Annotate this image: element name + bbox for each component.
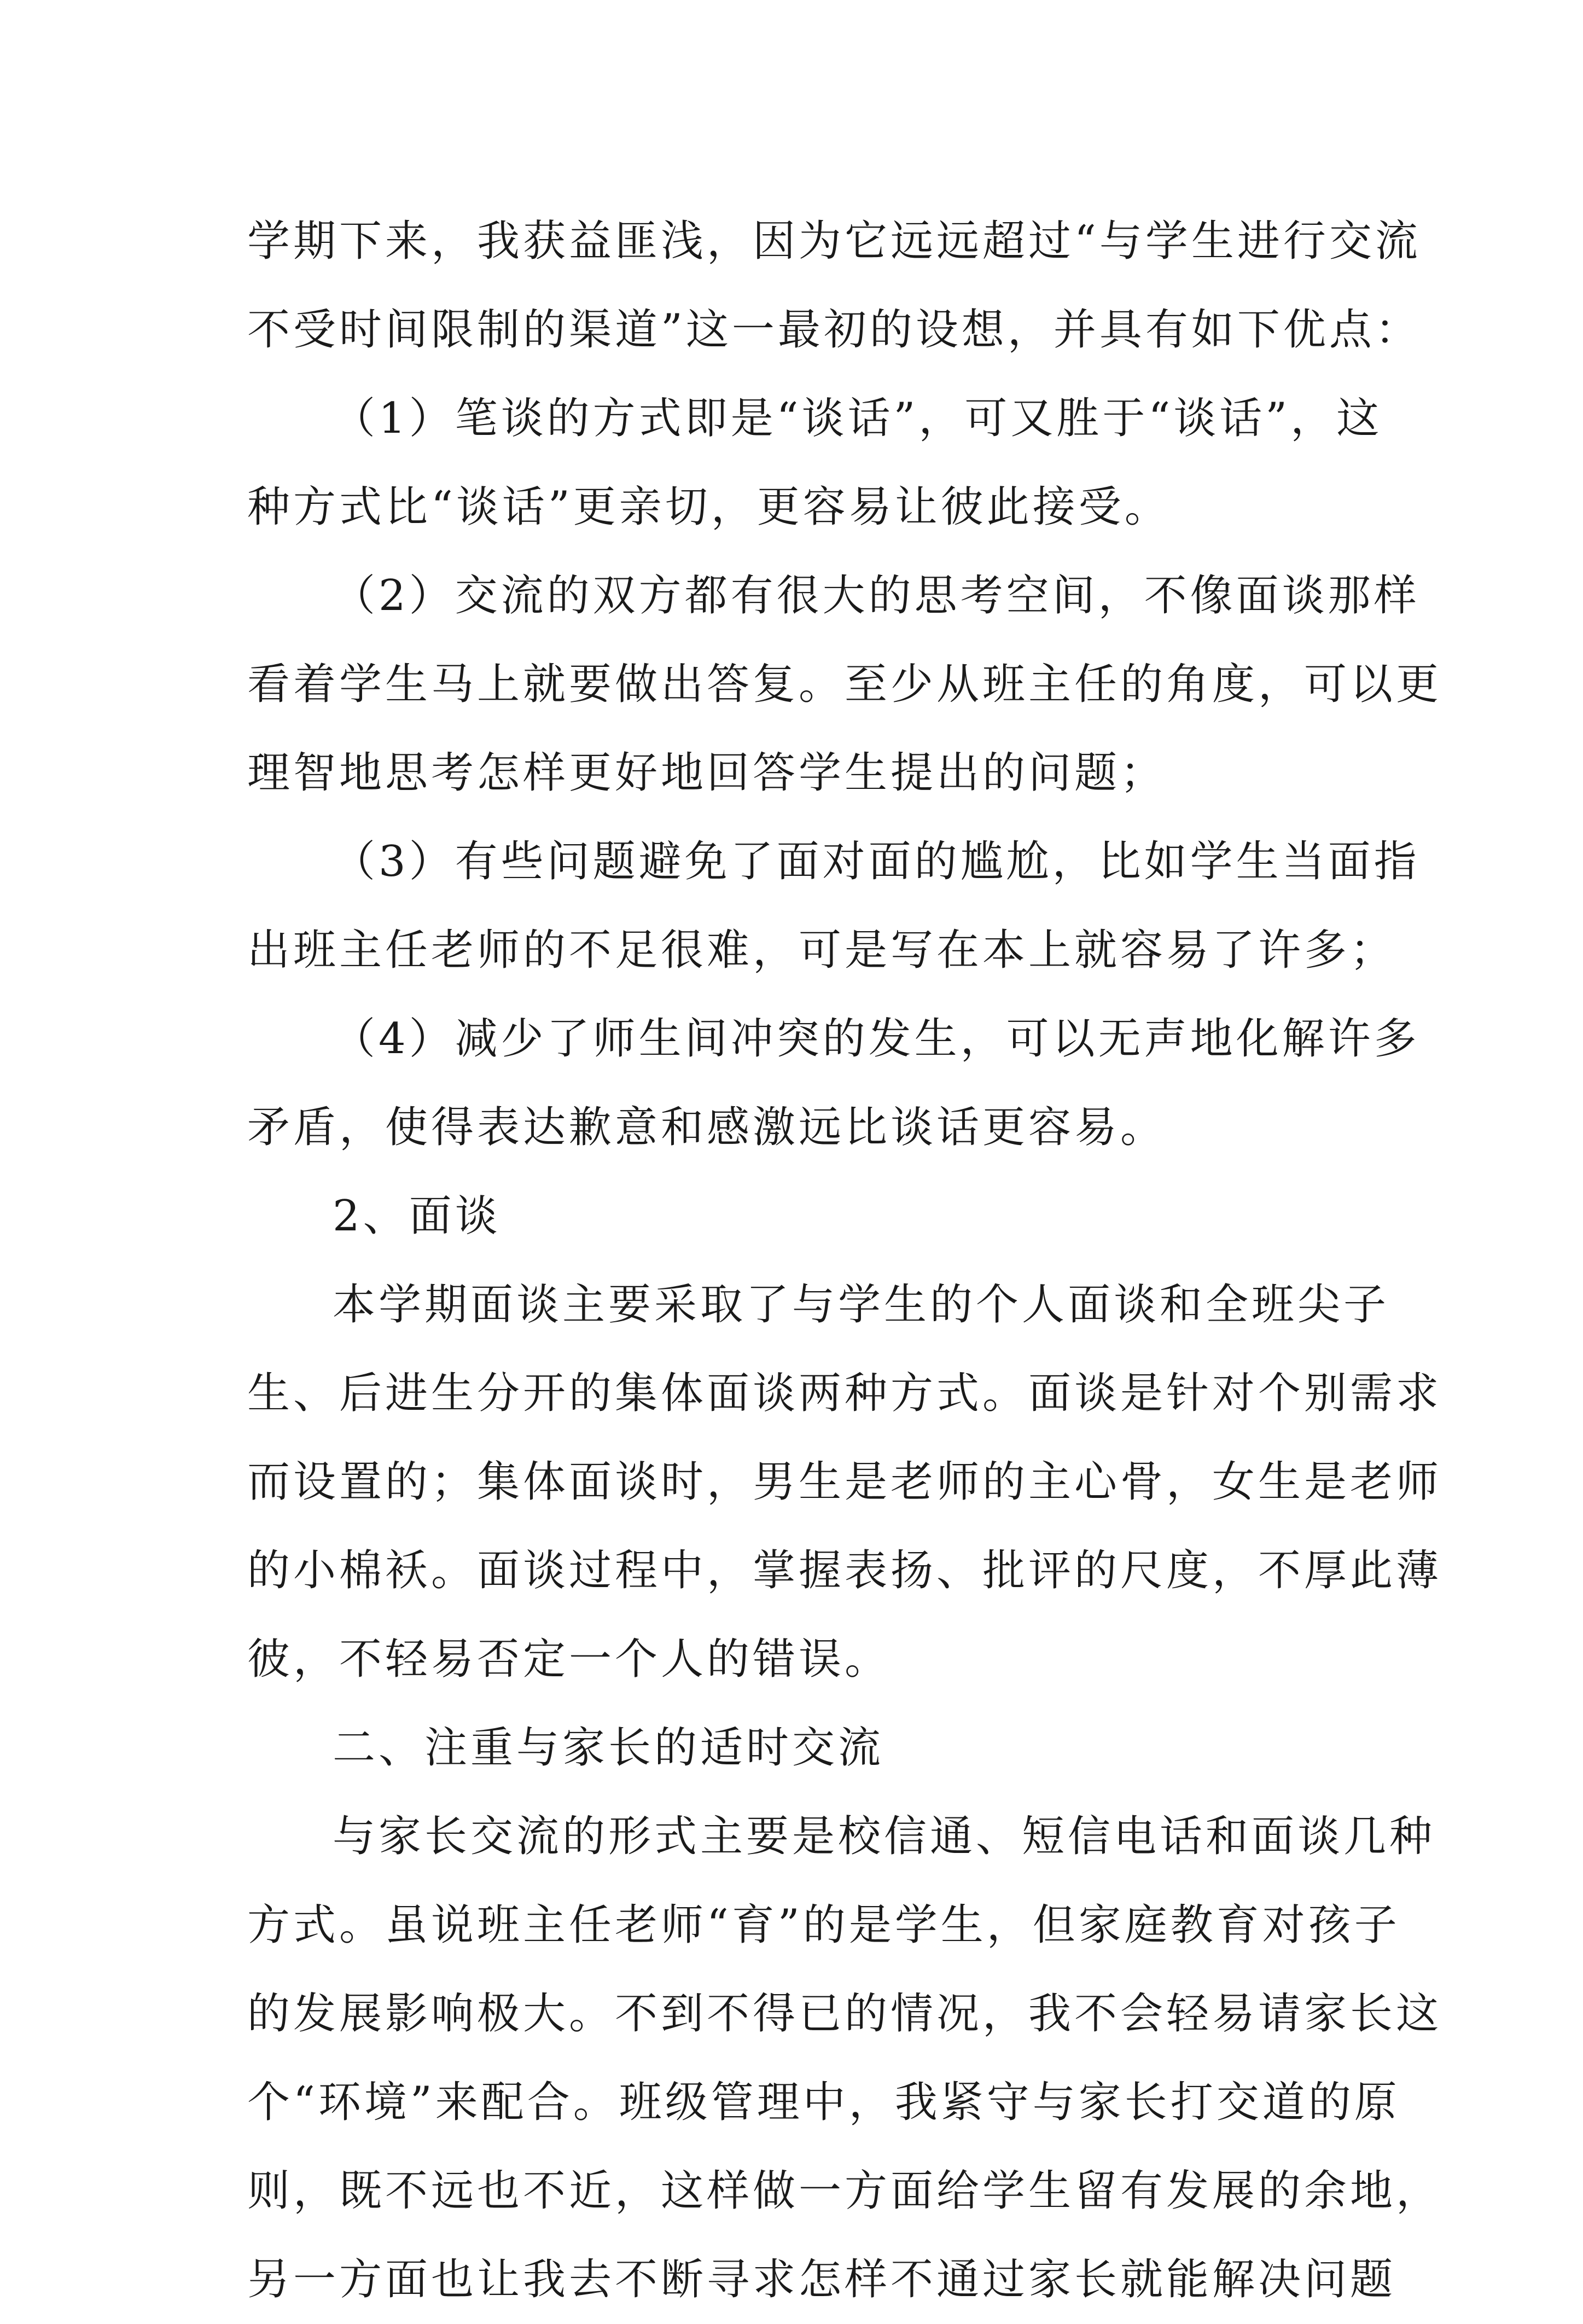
- text-line: （2）交流的双方都有很大的思考空间，不像面谈那样: [333, 571, 1420, 620]
- text-line: 与家长交流的形式主要是校信通、短信电话和面谈几种: [333, 1812, 1436, 1861]
- text-line: 不受时间限制的渠道”这一最初的设想，并具有如下优点：: [247, 305, 1421, 355]
- text-line: 的发展影响极大。不到不得已的情况，我不会轻易请家长这: [247, 1989, 1442, 2038]
- text-line: （1）笔谈的方式即是“谈话”，可又胜于“谈话”，这: [333, 394, 1383, 443]
- text-line: 矛盾，使得表达歉意和感激远比谈话更容易。: [247, 1103, 1167, 1152]
- text-line: 二、注重与家长的适时交流: [333, 1723, 884, 1773]
- text-line: 种方式比“谈话”更亲切，更容易让彼此接受。: [247, 483, 1171, 532]
- text-line: 另一方面也让我去不断寻求怎样不通过家长就能解决问题: [247, 2255, 1396, 2304]
- text-line: 个“环境”来配合。班级管理中，我紧守与家长打交道的原: [247, 2078, 1400, 2127]
- text-line: （4）减少了师生间冲突的发生，可以无声地化解许多: [333, 1014, 1420, 1064]
- text-line: 出班主任老师的不足很难，可是写在本上就容易了许多；: [247, 926, 1396, 975]
- text-line: 方式。虽说班主任老师“育”的是学生，但家庭教育对孩子: [247, 1901, 1400, 1950]
- text-line: 而设置的；集体面谈时，男生是老师的主心骨，女生是老师: [247, 1457, 1442, 1507]
- text-line: 生、后进生分开的集体面谈两种方式。面谈是针对个别需求: [247, 1369, 1442, 1418]
- text-line: 则，既不远也不近，这样做一方面给学生留有发展的余地，: [247, 2166, 1442, 2216]
- text-line: 看着学生马上就要做出答复。至少从班主任的角度，可以更: [247, 660, 1442, 709]
- text-line: 本学期面谈主要采取了与学生的个人面谈和全班尖子: [333, 1280, 1390, 1329]
- text-line: 的小棉袄。面谈过程中，掌握表扬、批评的尺度，不厚此薄: [247, 1546, 1442, 1595]
- text-line: 彼，不轻易否定一个人的错误。: [247, 1635, 891, 1684]
- text-line: 学期下来，我获益匪浅，因为它远远超过“与学生进行交流: [247, 217, 1421, 266]
- text-line: 2、面谈: [333, 1192, 501, 1241]
- document-body: [247, 197, 1442, 2324]
- text-line: （3）有些问题避免了面对面的尴尬，比如学生当面指: [333, 837, 1420, 886]
- text-line: 理智地思考怎样更好地回答学生提出的问题；: [247, 748, 1167, 798]
